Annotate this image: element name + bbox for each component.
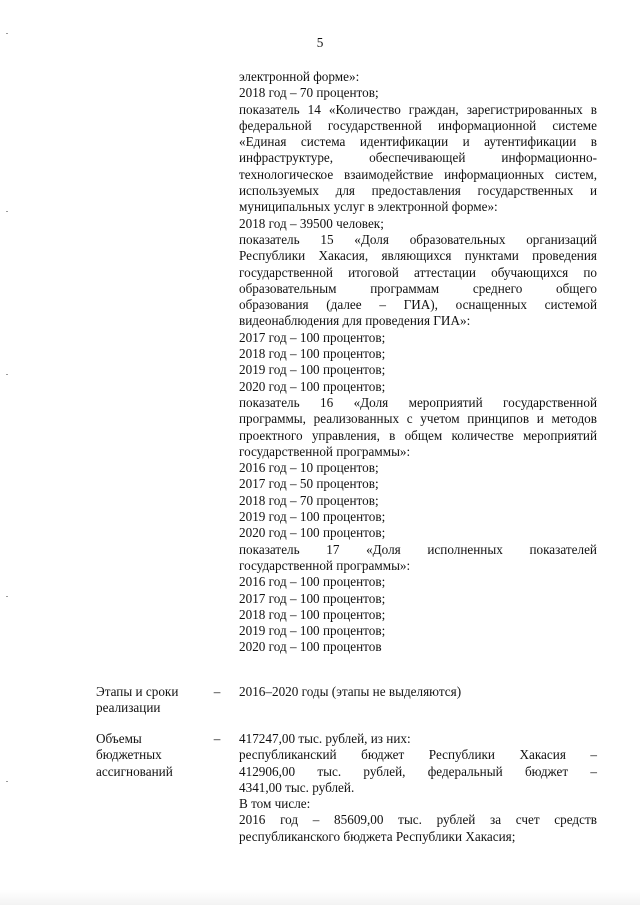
text-line: 2020 год – 100 процентов; (239, 378, 386, 394)
budget-value-line: республиканского бюджета Республики Хакасия; (239, 828, 516, 844)
text-line: инфраструктуре, обеспечивающей информационно- (239, 150, 597, 166)
budget-label-line: бюджетных (96, 747, 162, 763)
text-line: 2019 год – 100 процентов; (239, 509, 386, 525)
text-line: 2018 год – 100 процентов; (239, 606, 386, 622)
text-line: 2017 год – 100 процентов; (239, 590, 386, 606)
budget-value-line: 4341,00 тыс. рублей. (239, 779, 355, 795)
text-line: используемых для предоставления государственных и (239, 183, 597, 199)
text-line: 2019 год – 100 процентов; (239, 623, 386, 639)
text-line: проектного управления, в общем количестве мероприятий (239, 427, 597, 443)
indicator-text-block (239, 69, 597, 656)
text-line: федеральной государственной информационной системе (239, 117, 597, 133)
budget-value-line: 2016 год – 85609,00 тыс. рублей за счет средств (239, 812, 597, 828)
text-line: показатель 16 «Доля мероприятий государственной (239, 394, 597, 410)
text-line: 2018 год – 39500 человек; (239, 215, 384, 231)
text-line: программы, реализованных с учетом принципов и методов (239, 411, 597, 427)
text-line: 2018 год – 70 процентов; (239, 85, 379, 101)
budget-value-line: республиканский бюджет Республики Хакасия – (239, 747, 597, 763)
budget-label-line: ассигнований (96, 763, 173, 779)
text-line: 2018 год – 100 процентов; (239, 346, 386, 362)
budget-label (96, 731, 206, 780)
text-line: 2020 год – 100 процентов; (239, 525, 386, 541)
text-line: государственной итоговой аттестации обучающихся по (239, 264, 597, 280)
scan-margin-mark (6, 781, 8, 782)
text-line: показатель 14 «Количество граждан, зарегистрированных в (239, 101, 597, 117)
budget-value-line: 417247,00 тыс. рублей, из них: (239, 731, 411, 746)
text-line: видеонаблюдения для проведения ГИА»: (239, 313, 471, 329)
budget-label-line: Объемы (96, 731, 142, 746)
stages-value: 2016–2020 годы (этапы не выделяются) (239, 684, 462, 699)
text-line: 2016 год – 100 процентов; (239, 574, 386, 590)
text-line: технологическое взаимодействие информационных систем, (239, 166, 597, 182)
stages-label-line: реализации (96, 700, 161, 716)
text-line: государственной программы»: (239, 557, 411, 573)
stages-dash: – (213, 684, 221, 699)
text-line: 2016 год – 10 процентов; (239, 460, 379, 476)
text-line: 2017 год – 100 процентов; (239, 329, 386, 345)
text-line: 2018 год – 70 процентов; (239, 492, 379, 508)
scan-margin-mark (6, 374, 8, 375)
budget-dash: – (213, 731, 221, 746)
text-line: образовательным программам среднего общего (239, 280, 597, 296)
text-line: 2020 год – 100 процентов (239, 639, 382, 655)
scan-margin-mark (6, 33, 8, 34)
text-line: показатель 15 «Доля образовательных организаций (239, 231, 597, 247)
page-number: 5 (316, 35, 324, 50)
stages-label (96, 684, 206, 717)
scan-margin-mark (6, 211, 8, 212)
budget-value-line: В том числе: (239, 796, 311, 812)
text-line: государственной программы»: (239, 443, 411, 459)
text-line: показатель 17 «Доля исполненных показателей (239, 541, 597, 557)
stages-label-line: Этапы и сроки (96, 684, 179, 699)
budget-value-block (239, 731, 597, 845)
text-line: 2017 год – 50 процентов; (239, 476, 379, 492)
text-line: «Единая система идентификации и аутентификации в (239, 134, 597, 150)
text-line: образования (далее – ГИА), оснащенных системой (239, 297, 597, 313)
scan-bottom-edge (0, 890, 640, 905)
budget-value-line: 412906,00 тыс. рублей, федеральный бюджет – (239, 763, 597, 779)
text-line: электронной форме»: (239, 69, 360, 84)
text-line: 2019 год – 100 процентов; (239, 362, 386, 378)
text-line: Республики Хакасия, являющихся пунктами проведения (239, 248, 597, 264)
scan-margin-mark (6, 596, 8, 597)
text-line: муниципальных услуг в электронной форме»: (239, 199, 498, 215)
